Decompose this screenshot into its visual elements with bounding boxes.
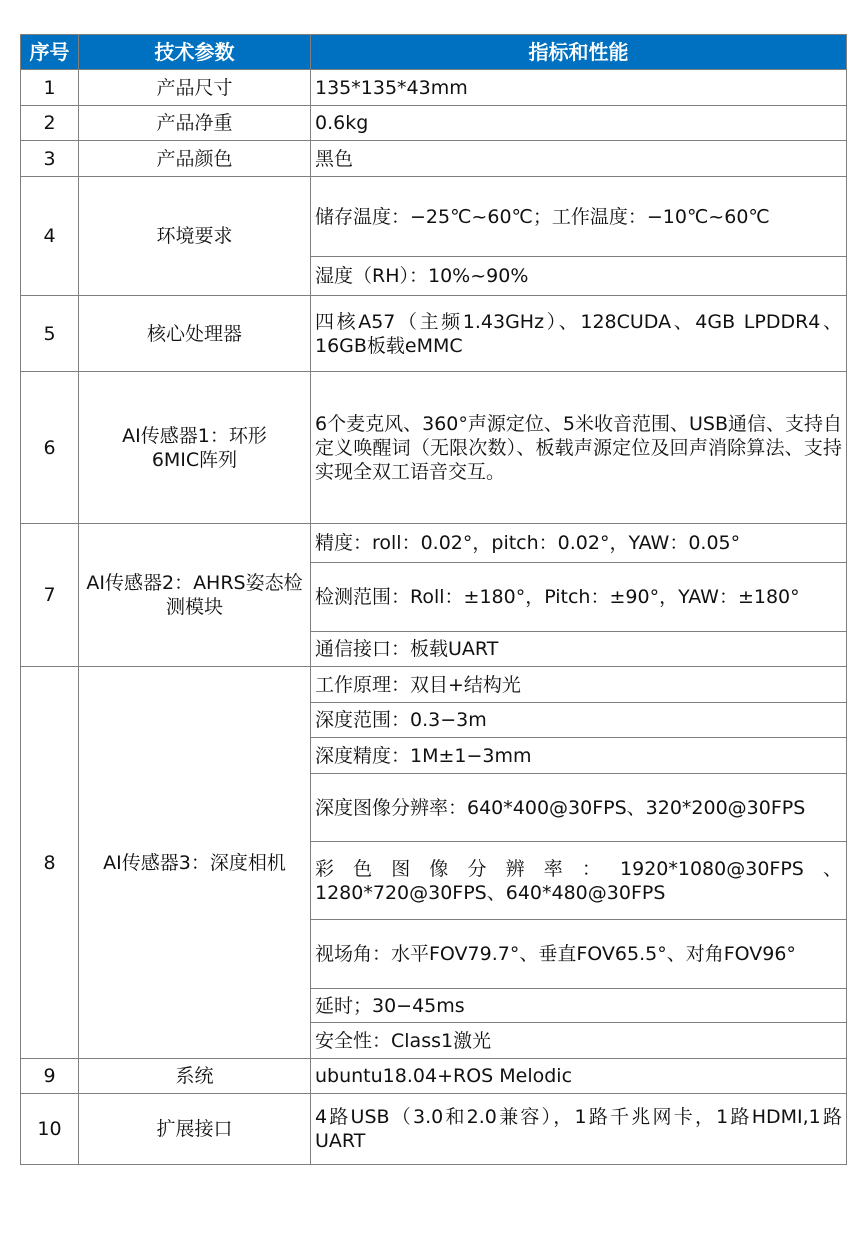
row-spec: 精度：roll：0.02°，pitch：0.02°，YAW：0.05° [311, 524, 847, 563]
row-spec: 湿度（RH）：10%~90% [311, 257, 847, 296]
row-number: 5 [21, 296, 79, 372]
header-parameter: 技术参数 [79, 35, 311, 70]
row-spec: 延时；30−45ms [311, 989, 847, 1023]
table-row [21, 296, 847, 372]
row-number: 4 [21, 177, 79, 296]
row-spec: 检测范围：Roll：±180°，Pitch：±90°，YAW：±180° [311, 563, 847, 632]
row-number: 10 [21, 1094, 79, 1165]
spec-table [20, 34, 847, 1165]
row-number: 2 [21, 106, 79, 141]
row-number: 3 [21, 141, 79, 177]
row-spec: 深度精度：1M±1−3mm [311, 738, 847, 774]
table-row [21, 524, 847, 563]
header-performance: 指标和性能 [311, 35, 847, 70]
row-spec: 视场角：水平FOV79.7°、垂直FOV65.5°、对角FOV96° [311, 920, 847, 989]
table-row [21, 106, 847, 141]
row-spec: 四核A57（主频1.43GHz）、128CUDA、4GB LPDDR4、16GB板载eMMC [311, 296, 847, 372]
row-parameter: AI传感器1：环形6MIC阵列 [79, 372, 311, 524]
row-number: 9 [21, 1059, 79, 1094]
row-parameter: 核心处理器 [79, 296, 311, 372]
row-spec: 储存温度：−25℃~60℃；工作温度：−10℃~60℃ [311, 177, 847, 257]
table-row [21, 141, 847, 177]
row-parameter: 产品尺寸 [79, 70, 311, 106]
row-parameter: AI传感器2：AHRS姿态检测模块 [79, 524, 311, 667]
row-number: 6 [21, 372, 79, 524]
row-parameter: 系统 [79, 1059, 311, 1094]
row-spec: 黑色 [311, 141, 847, 177]
row-spec: 深度图像分辨率：640*400@30FPS、320*200@30FPS [311, 774, 847, 842]
row-spec: 深度范围：0.3−3m [311, 703, 847, 738]
table-row [21, 372, 847, 524]
table-row [21, 1094, 847, 1165]
table-row [21, 1059, 847, 1094]
row-parameter: AI传感器3：深度相机 [79, 667, 311, 1059]
header-row [21, 35, 847, 70]
row-spec: ubuntu18.04+ROS Melodic [311, 1059, 847, 1094]
row-number: 7 [21, 524, 79, 667]
row-parameter: 产品颜色 [79, 141, 311, 177]
row-spec: 安全性：Class1激光 [311, 1023, 847, 1059]
row-number: 8 [21, 667, 79, 1059]
row-parameter: 环境要求 [79, 177, 311, 296]
row-spec: 0.6kg [311, 106, 847, 141]
table-row [21, 70, 847, 106]
header-number: 序号 [21, 35, 79, 70]
row-spec: 通信接口：板载UART [311, 632, 847, 667]
row-spec: 工作原理：双目+结构光 [311, 667, 847, 703]
table-row [21, 667, 847, 703]
row-number: 1 [21, 70, 79, 106]
row-spec: 彩色图像分辨率：1920*1080@30FPS、1280*720@30FPS、640*480@30FPS [311, 842, 847, 920]
row-spec: 135*135*43mm [311, 70, 847, 106]
row-parameter: 产品净重 [79, 106, 311, 141]
row-parameter: 扩展接口 [79, 1094, 311, 1165]
row-spec: 6个麦克风、360°声源定位、5米收音范围、USB通信、支持自定义唤醒词（无限次数）、板载声源定位及回声消除算法、支持实现全双工语音交互。 [311, 372, 847, 524]
table-row [21, 177, 847, 257]
row-spec: 4路USB（3.0和2.0兼容），1路千兆网卡，1路HDMI,1路UART [311, 1094, 847, 1165]
